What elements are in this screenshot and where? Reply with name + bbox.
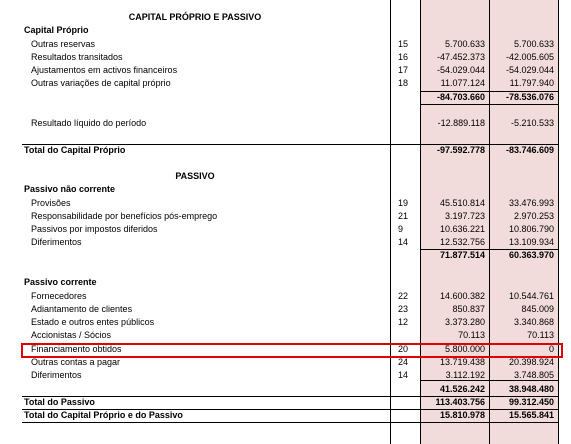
line-item-row (0, 223, 571, 236)
highlight-box (21, 343, 563, 358)
value-prior: -42.005.605 (505, 52, 554, 62)
row-label: Fornecedores (31, 291, 87, 301)
value-current: -12.889.118 (437, 118, 485, 128)
line-item-row (0, 236, 571, 249)
row-label: Adiantamento de clientes (31, 304, 133, 314)
line-item-row (0, 197, 571, 210)
section-header: Passivo não corrente (24, 184, 116, 194)
value-current: 5.700.633 (444, 39, 485, 49)
value-current: 41.526.242 (439, 384, 485, 394)
value-current: 113.403.756 (435, 397, 485, 407)
value-prior: 13.109.934 (508, 237, 554, 247)
value-current: -54.029.044 (436, 65, 485, 75)
value-prior: 60.363.970 (508, 250, 554, 260)
value-current: 45.510.814 (439, 198, 485, 208)
subtotal-rule (421, 104, 558, 105)
note-number: 12 (398, 317, 409, 327)
value-current: 5.800.000 (444, 344, 485, 354)
value-prior: 15.565.841 (508, 410, 554, 420)
subtotal-row (0, 383, 571, 396)
value-prior: -5.210.533 (510, 118, 554, 128)
value-current: 15.810.978 (439, 410, 485, 420)
line-item-row (0, 369, 571, 382)
line-item-row (0, 77, 571, 90)
line-item-row (0, 117, 571, 130)
row-label: Total do Passivo (24, 397, 95, 407)
section-header-row (0, 276, 571, 289)
value-current: 71.877.514 (439, 250, 485, 260)
line-item-row (0, 303, 571, 316)
value-prior: 0 (548, 344, 554, 354)
line-item-row (0, 329, 571, 342)
subtotal-row (0, 249, 571, 262)
note-number: 20 (398, 344, 409, 354)
note-number: 15 (398, 39, 409, 49)
value-prior: -78.536.076 (505, 92, 554, 102)
line-item-row (0, 316, 571, 329)
value-current: -84.703.660 (436, 92, 485, 102)
note-number: 9 (398, 224, 404, 234)
line-item-row (0, 290, 571, 303)
row-label: Total do Capital Próprio (24, 145, 126, 155)
section-title: PASSIVO (175, 171, 215, 181)
row-label: Resultados transitados (31, 52, 123, 62)
value-current: 3.197.723 (444, 211, 485, 221)
value-current: 11.077.124 (440, 78, 485, 88)
value-prior: 2.970.253 (513, 211, 554, 221)
note-number: 14 (398, 237, 409, 247)
value-current: 12.532.756 (439, 237, 485, 247)
value-current: 3.112.192 (445, 370, 485, 380)
section-header: Passivo corrente (24, 277, 97, 287)
row-label: Responsabilidade por benefícios pós-emprego (31, 211, 218, 221)
value-prior: 3.748.805 (513, 370, 554, 380)
value-prior: 20.398.924 (508, 357, 554, 367)
note-number: 19 (398, 198, 409, 208)
value-prior: 38.948.480 (508, 384, 554, 394)
line-item-row (0, 38, 571, 51)
value-prior: 10.806.790 (508, 224, 554, 234)
line-item-row (0, 64, 571, 77)
row-label: Diferimentos (31, 237, 82, 247)
subtotal-row (0, 91, 571, 104)
row-label: Estado e outros entes públicos (31, 317, 155, 327)
note-number: 17 (398, 65, 409, 75)
value-current: 3.373.280 (444, 317, 485, 327)
row-label: Resultado líquido do período (31, 118, 147, 128)
note-number: 22 (398, 291, 409, 301)
value-prior: 99.312.450 (508, 397, 554, 407)
value-prior: 845.009 (521, 304, 554, 314)
total-row (0, 396, 571, 409)
note-number: 23 (398, 304, 409, 314)
row-label: Passivos por impostos diferidos (31, 224, 158, 234)
section-header-row (0, 183, 571, 196)
row-label: Provisões (31, 198, 71, 208)
value-prior: 10.544.761 (508, 291, 554, 301)
value-current: 10.636.221 (439, 224, 485, 234)
row-label: Outras reservas (31, 39, 96, 49)
value-current: -97.592.778 (436, 145, 485, 155)
note-number: 21 (398, 211, 409, 221)
row-label: Ajustamentos em activos financeiros (31, 65, 178, 75)
value-prior: 33.476.993 (508, 198, 554, 208)
total-row (0, 144, 571, 157)
section-header: Capital Próprio (24, 25, 89, 35)
row-label: Diferimentos (31, 370, 82, 380)
note-number: 14 (398, 370, 409, 380)
value-current: -47.452.373 (436, 52, 485, 62)
value-prior: 5.700.633 (513, 39, 554, 49)
total-rule (22, 422, 558, 423)
row-label: Outras variações de capital próprio (31, 78, 171, 88)
value-current: 850.837 (452, 304, 485, 314)
line-item-row (0, 51, 571, 64)
note-number: 18 (398, 78, 409, 88)
section-title: CAPITAL PRÓPRIO E PASSIVO (128, 12, 262, 22)
value-prior: -83.746.609 (505, 145, 554, 155)
line-item-row (0, 210, 571, 223)
note-number: 24 (398, 357, 409, 367)
value-current: 70.113 (458, 330, 485, 340)
value-current: 14.600.382 (439, 291, 485, 301)
section-header-row (0, 24, 571, 37)
section-title-row (0, 170, 571, 183)
section-title-row (0, 11, 571, 24)
row-label: Total do Capital Próprio e do Passivo (24, 410, 183, 420)
total-row (0, 409, 571, 422)
value-current: 13.719.438 (439, 357, 485, 367)
note-number: 16 (398, 52, 409, 62)
value-prior: 11.797.940 (509, 78, 554, 88)
row-label: Accionistas / Sócios (31, 330, 112, 340)
row-label: Financiamento obtidos (31, 344, 122, 354)
row-label: Outras contas a pagar (31, 357, 121, 367)
value-prior: 70.113 (527, 330, 554, 340)
value-prior: 3.340.868 (513, 317, 554, 327)
value-prior: -54.029.044 (505, 65, 554, 75)
